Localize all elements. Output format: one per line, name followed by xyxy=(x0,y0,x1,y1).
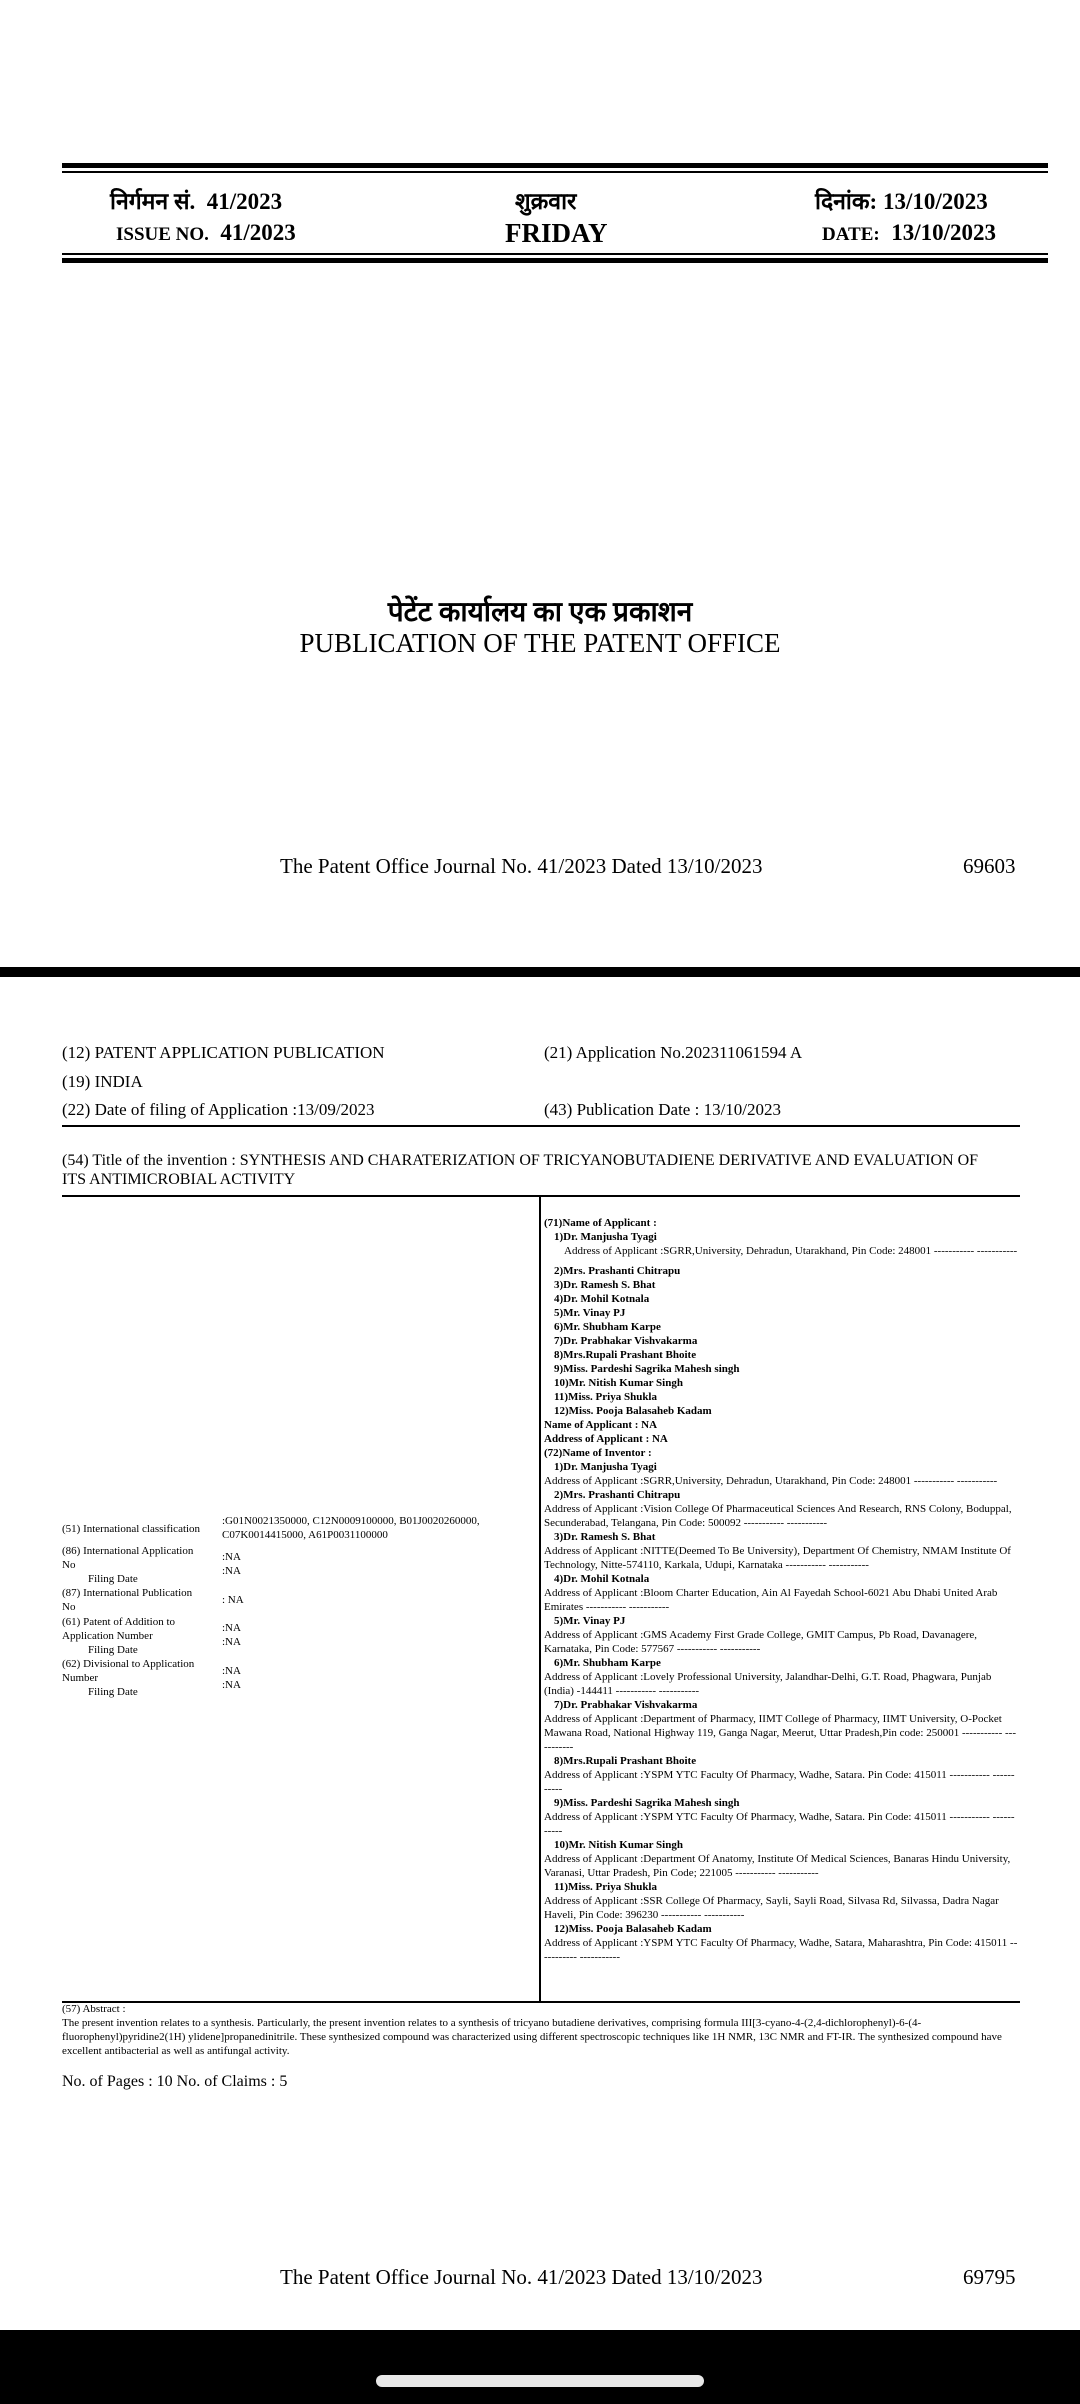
day-english: FRIDAY xyxy=(505,218,608,248)
field-61-value-1: :NA xyxy=(222,1622,241,1634)
applicants-heading: (71)Name of Applicant : xyxy=(544,1217,657,1229)
applicant-name: 9)Miss. Pardeshi Sagrika Mahesh singh xyxy=(554,1363,740,1375)
applicant-1-address: Address of Applicant :SGRR,University, Dehradun, Utarakhand, Pin Code: 248001 ----------- ----------- xyxy=(564,1245,1018,1257)
field-51-value: :G01N0021350000, C12N0009100000, B01J0020260000, C07K0014415000, A61P0031100000 xyxy=(222,1515,480,1541)
applicants-inventors-block xyxy=(544,1216,1018,1964)
page-number-1: 69603 xyxy=(963,854,1016,878)
inventor-name: 5)Mr. Vinay PJ xyxy=(554,1615,626,1627)
issue-hindi: निर्गमन सं. 41/2023 xyxy=(110,189,283,214)
inventors-heading: (72)Name of Inventor : xyxy=(544,1447,652,1459)
column-divider xyxy=(539,1197,541,2001)
inventor-address: Address of Applicant :Department of Pharmacy, IIMT College of Pharmacy, IIMT University, O-Pocket Mawana Road, National Highway 119, Ganga Nagar, Meerut, Uttar Pradesh,Pin code: 250001 ----------- ----------- xyxy=(544,1713,1016,1753)
inventor-name: 10)Mr. Nitish Kumar Singh xyxy=(554,1839,683,1851)
field-86-label-2: No xyxy=(62,1559,76,1571)
field-61-label-3: Filing Date xyxy=(88,1644,138,1656)
applicant-name: 3)Dr. Ramesh S. Bhat xyxy=(554,1279,656,1291)
inventor-address: Address of Applicant :YSPM YTC Faculty Of Pharmacy, Wadhe, Satara, Maharashtra, Pin Code: 415011 ----------- ----------- xyxy=(544,1937,1018,1963)
publication-title-hindi: पेटेंट कार्यालय का एक प्रकाशन xyxy=(387,597,693,628)
header-top-rule-thin xyxy=(62,171,1048,173)
field-62-value-1: :NA xyxy=(222,1665,241,1677)
applicant-name: 5)Mr. Vinay PJ xyxy=(554,1307,626,1319)
publication-title-english: PUBLICATION OF THE PATENT OFFICE xyxy=(299,628,781,658)
pages-and-claims: No. of Pages : 10 No. of Claims : 5 xyxy=(62,2073,288,2090)
abstract-text: The present invention relates to a synthesis. Particularly, the present invention relates to a synthesis of tricyano butadiene derivatives, comprising formula III[3-cyano-4-(2,4-dichlorophenyl)-6-(4-fluorophenyl)pyridine2(1H) ylidene]propanedinitrile. These synthesized compound was characterized using different spectroscopic techniques like 1H NMR, 13C NMR and FT-IR. The synthesized compound have excellent antibacterial as well as antifungal activity. xyxy=(62,2017,1002,2057)
inventor-list xyxy=(544,1460,1018,1964)
rule-2 xyxy=(62,1195,1020,1197)
field-62-label-1: (62) Divisional to Application xyxy=(62,1658,195,1670)
field-86-value-2: :NA xyxy=(222,1565,241,1577)
page-number-2: 69795 xyxy=(963,2265,1016,2289)
field-62-label-2: Number xyxy=(62,1672,99,1684)
inventor-address: Address of Applicant :SSR College Of Pharmacy, Sayli, Sayli Road, Silvasa Rd, Silvassa, Dadra Nagar Haveli, Pin Code: 396230 ----------- ----------- xyxy=(544,1895,999,1921)
applicant-address-na: Address of Applicant : NA xyxy=(544,1433,668,1445)
inventor-name: 8)Mrs.Rupali Prashant Bhoite xyxy=(554,1755,697,1767)
inventor-name: 1)Dr. Manjusha Tyagi xyxy=(554,1461,657,1473)
inventor-name: 12)Miss. Pooja Balasaheb Kadam xyxy=(554,1923,712,1935)
date-english: DATE: 13/10/2023 xyxy=(822,220,996,245)
inventor-address: Address of Applicant :NITTE(Deemed To Be University), Department Of Chemistry, NMAM Institute Of Technology, Nitte-574110, Karkala, Udupi, Karnataka ----------- ----------- xyxy=(544,1545,1011,1571)
applicant-name: 10)Mr. Nitish Kumar Singh xyxy=(554,1377,683,1389)
field-61-label-2: Application Number xyxy=(62,1630,153,1642)
home-indicator[interactable] xyxy=(376,2375,704,2387)
applicant-1-name: 1)Dr. Manjusha Tyagi xyxy=(554,1231,657,1243)
field-87-value: : NA xyxy=(222,1594,244,1606)
field-61-label-1: (61) Patent of Addition to xyxy=(62,1616,176,1628)
inventor-address: Address of Applicant :Lovely Professional University, Jalandhar-Delhi, G.T. Road, Phagwara, Punjab (India) -144411 ----------- ----------- xyxy=(544,1671,992,1697)
inventor-address: Address of Applicant :Vision College Of Pharmaceutical Sciences And Research, RNS Colony, Boduppal, Secunderabad, Telangana, Pin Code: 500092 ----------- ----------- xyxy=(544,1503,1012,1529)
rule-1 xyxy=(62,1125,1020,1127)
field-86-value-1: :NA xyxy=(222,1551,241,1563)
inventor-address: Address of Applicant :Department Of Anatomy, Institute Of Medical Sciences, Banaras Hindu University, Varanasi, Uttar Pradesh, Pin Code; 221005 ----------- ----------- xyxy=(544,1853,1011,1879)
system-navigation-bar xyxy=(0,2330,1080,2404)
field-61-value-2: :NA xyxy=(222,1636,241,1648)
application-number: (21) Application No.202311061594 A xyxy=(544,1043,803,1062)
applicant-name: 6)Mr. Shubham Karpe xyxy=(554,1321,661,1333)
applicant-name: 8)Mrs.Rupali Prashant Bhoite xyxy=(554,1349,697,1361)
filing-date: (22) Date of filing of Application :13/09/2023 xyxy=(62,1100,375,1119)
field-51-label: (51) International classification xyxy=(62,1523,201,1535)
applicant-name: 12)Miss. Pooja Balasaheb Kadam xyxy=(554,1405,712,1417)
inventor-address: Address of Applicant :Bloom Charter Education, Ain Al Fayedah School-6021 Abu Dhabi United Arab Emirates ----------- ----------- xyxy=(544,1587,998,1613)
field-87-label-2: No xyxy=(62,1601,76,1613)
header-bottom-rule-thick xyxy=(62,258,1048,263)
journal-footer-1: The Patent Office Journal No. 41/2023 Dated 13/10/2023 xyxy=(280,854,763,878)
applicant-name-na: Name of Applicant : NA xyxy=(544,1419,658,1431)
inventor-name: 3)Dr. Ramesh S. Bhat xyxy=(554,1531,656,1543)
rule-3 xyxy=(62,2001,1020,2003)
invention-title: (54) Title of the invention : SYNTHESIS AND CHARATERIZATION OF TRICYANOBUTADIENE DERIVATIVE AND EVALUATION OF ITS ANTIMICROBIAL ACTIVITY xyxy=(62,1152,979,1188)
country: (19) INDIA xyxy=(62,1072,143,1091)
header-top-rule-thick xyxy=(62,163,1048,168)
inventor-address: Address of Applicant :YSPM YTC Faculty Of Pharmacy, Wadhe, Satara. Pin Code: 415011 ----------- ----------- xyxy=(544,1769,1015,1795)
field-62-label-3: Filing Date xyxy=(88,1686,138,1698)
inventor-address: Address of Applicant :SGRR,University, Dehradun, Utarakhand, Pin Code: 248001 ----------- ----------- xyxy=(544,1475,998,1487)
inventor-name: 4)Dr. Mohil Kotnala xyxy=(554,1573,650,1585)
field-86-label-3: Filing Date xyxy=(88,1573,138,1585)
inventor-name: 7)Dr. Prabhakar Vishvakarma xyxy=(554,1699,698,1711)
page-separator xyxy=(0,967,1080,977)
inventor-address: Address of Applicant :GMS Academy First Grade College, GMIT Campus, Pb Road, Davanagere, Karnataka, Pin Code: 577567 ----------- ----------- xyxy=(544,1629,978,1655)
publication-type: (12) PATENT APPLICATION PUBLICATION xyxy=(62,1043,385,1062)
publication-date: (43) Publication Date : 13/10/2023 xyxy=(544,1100,782,1119)
header-bottom-rule-thin xyxy=(62,253,1048,255)
inventor-name: 6)Mr. Shubham Karpe xyxy=(554,1657,661,1669)
field-87-label-1: (87) International Publication xyxy=(62,1587,193,1599)
inventor-name: 9)Miss. Pardeshi Sagrika Mahesh singh xyxy=(554,1797,740,1809)
inventor-address: Address of Applicant :YSPM YTC Faculty Of Pharmacy, Wadhe, Satara. Pin Code: 415011 ----------- ----------- xyxy=(544,1811,1015,1837)
applicant-name: 11)Miss. Priya Shukla xyxy=(554,1391,657,1403)
field-62-value-2: :NA xyxy=(222,1679,241,1691)
inventor-name: 2)Mrs. Prashanti Chitrapu xyxy=(554,1489,681,1501)
abstract-label: (57) Abstract : xyxy=(62,2003,126,2015)
applicant-name: 4)Dr. Mohil Kotnala xyxy=(554,1293,650,1305)
applicant-name: 2)Mrs. Prashanti Chitrapu xyxy=(554,1265,681,1277)
applicant-name: 7)Dr. Prabhakar Vishvakarma xyxy=(554,1335,698,1347)
day-hindi: शुक्रवार xyxy=(515,189,577,214)
issue-no: ISSUE NO. 41/2023 xyxy=(116,220,296,245)
date-hindi: दिनांक: 13/10/2023 xyxy=(815,189,988,214)
inventor-name: 11)Miss. Priya Shukla xyxy=(554,1881,657,1893)
journal-footer-2: The Patent Office Journal No. 41/2023 Dated 13/10/2023 xyxy=(280,2265,763,2289)
other-applicants-list xyxy=(544,1264,1018,1418)
field-86-label-1: (86) International Application xyxy=(62,1545,194,1557)
